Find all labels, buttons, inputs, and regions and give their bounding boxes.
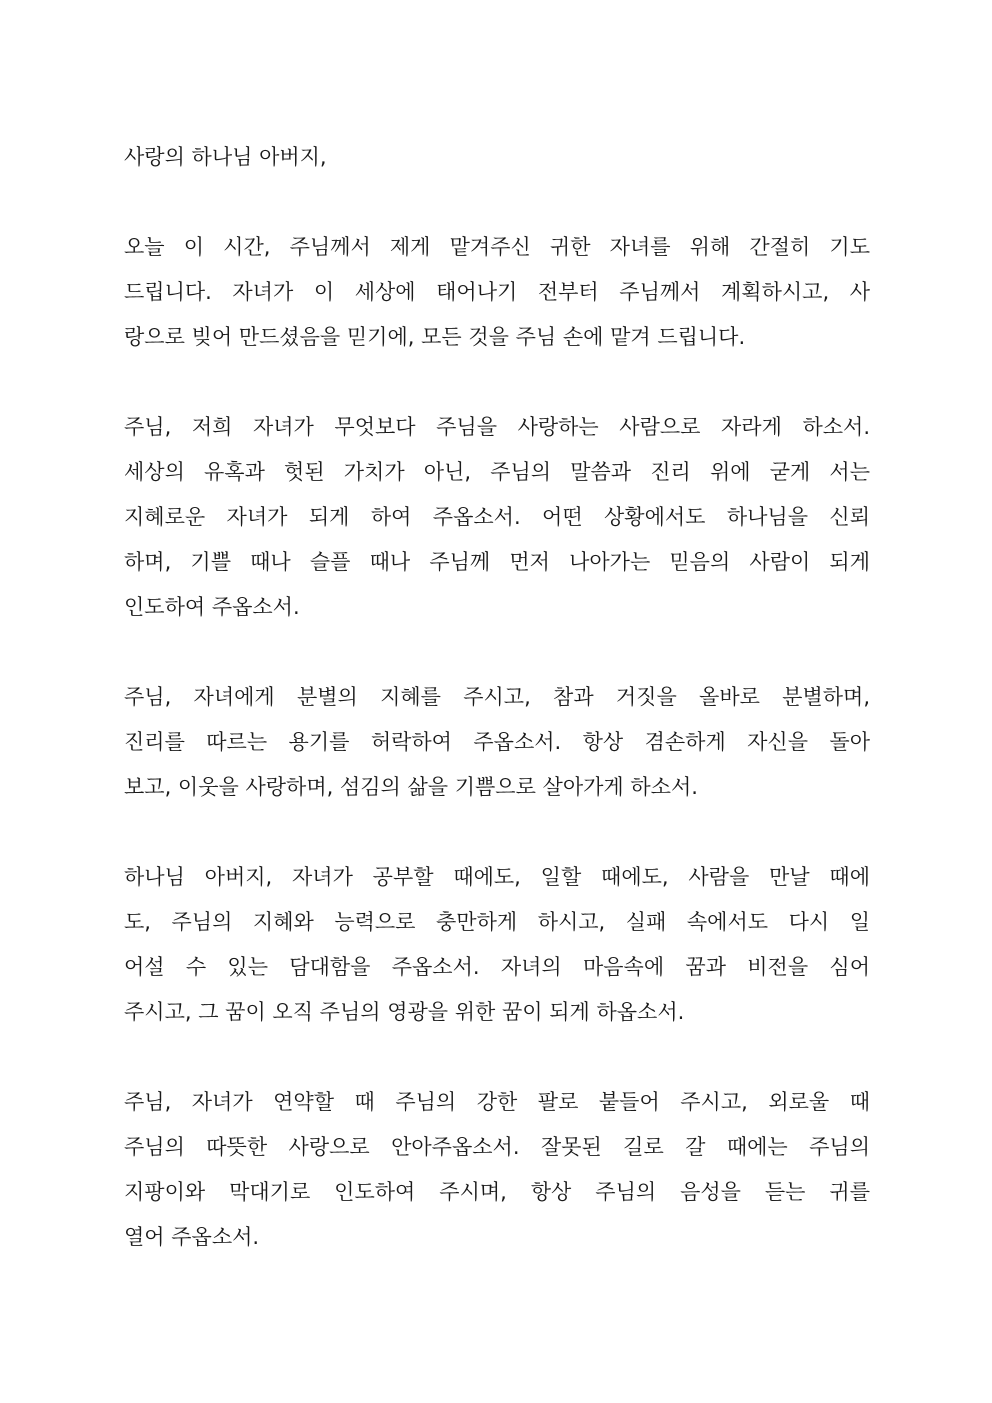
paragraph-line: 도, 주님의 지혜와 능력으로 충만하게 하시고, 실패 속에서도 다시 일	[124, 910, 870, 934]
paragraph-line: 랑으로 빚어 만드셨음을 믿기에, 모든 것을 주님 손에 맡겨 드립니다.	[124, 325, 746, 349]
paragraph-line: 어설 수 있는 담대함을 주옵소서. 자녀의 마음속에 꿈과 비전을 심어	[124, 955, 870, 979]
greeting-line: 사랑의 하나님 아버지,	[124, 145, 327, 169]
paragraph-line: 인도하여 주옵소서.	[124, 595, 300, 619]
paragraph-line: 주님, 자녀에게 분별의 지혜를 주시고, 참과 거짓을 올바로 분별하며,	[124, 685, 870, 709]
paragraph-2	[124, 405, 870, 630]
paragraph-line: 하나님 아버지, 자녀가 공부할 때에도, 일할 때에도, 사람을 만날 때에	[124, 865, 870, 889]
paragraph-line: 주님의 따뜻한 사랑으로 안아주옵소서. 잘못된 길로 갈 때에는 주님의	[124, 1135, 870, 1159]
paragraph-line: 주님, 자녀가 연약할 때 주님의 강한 팔로 붙들어 주시고, 외로울 때	[124, 1090, 870, 1114]
paragraph-3	[124, 675, 870, 810]
paragraph-gap	[124, 180, 870, 225]
paragraph-4	[124, 855, 870, 1035]
paragraph-gap	[124, 1035, 870, 1080]
paragraph-line: 주시고, 그 꿈이 오직 주님의 영광을 위한 꿈이 되게 하옵소서.	[124, 1000, 685, 1024]
paragraph-line: 주님, 저희 자녀가 무엇보다 주님을 사랑하는 사람으로 자라게 하소서.	[124, 415, 870, 439]
paragraph-line: 하며, 기쁠 때나 슬플 때나 주님께 먼저 나아가는 믿음의 사람이 되게	[124, 550, 870, 574]
paragraph-5	[124, 1080, 870, 1260]
paragraph-line: 진리를 따르는 용기를 허락하여 주옵소서. 항상 겸손하게 자신을 돌아	[124, 730, 870, 754]
paragraph-line: 오늘 이 시간, 주님께서 제게 맡겨주신 귀한 자녀를 위해 간절히 기도	[124, 235, 870, 259]
paragraph-line: 드립니다. 자녀가 이 세상에 태어나기 전부터 주님께서 계획하시고, 사	[124, 280, 870, 304]
paragraph-gap	[124, 810, 870, 855]
paragraph-line: 지팡이와 막대기로 인도하여 주시며, 항상 주님의 음성을 듣는 귀를	[124, 1180, 870, 1204]
paragraph-line: 열어 주옵소서.	[124, 1225, 260, 1249]
paragraph-1	[124, 225, 870, 360]
paragraph-gap	[124, 360, 870, 405]
paragraph-line: 세상의 유혹과 헛된 가치가 아닌, 주님의 말씀과 진리 위에 굳게 서는	[124, 460, 870, 484]
paragraph-line: 지혜로운 자녀가 되게 하여 주옵소서. 어떤 상황에서도 하나님을 신뢰	[124, 505, 870, 529]
prayer-text	[124, 135, 870, 1260]
paragraph-gap	[124, 630, 870, 675]
paragraph-line: 보고, 이웃을 사랑하며, 섬김의 삶을 기쁨으로 살아가게 하소서.	[124, 775, 698, 799]
